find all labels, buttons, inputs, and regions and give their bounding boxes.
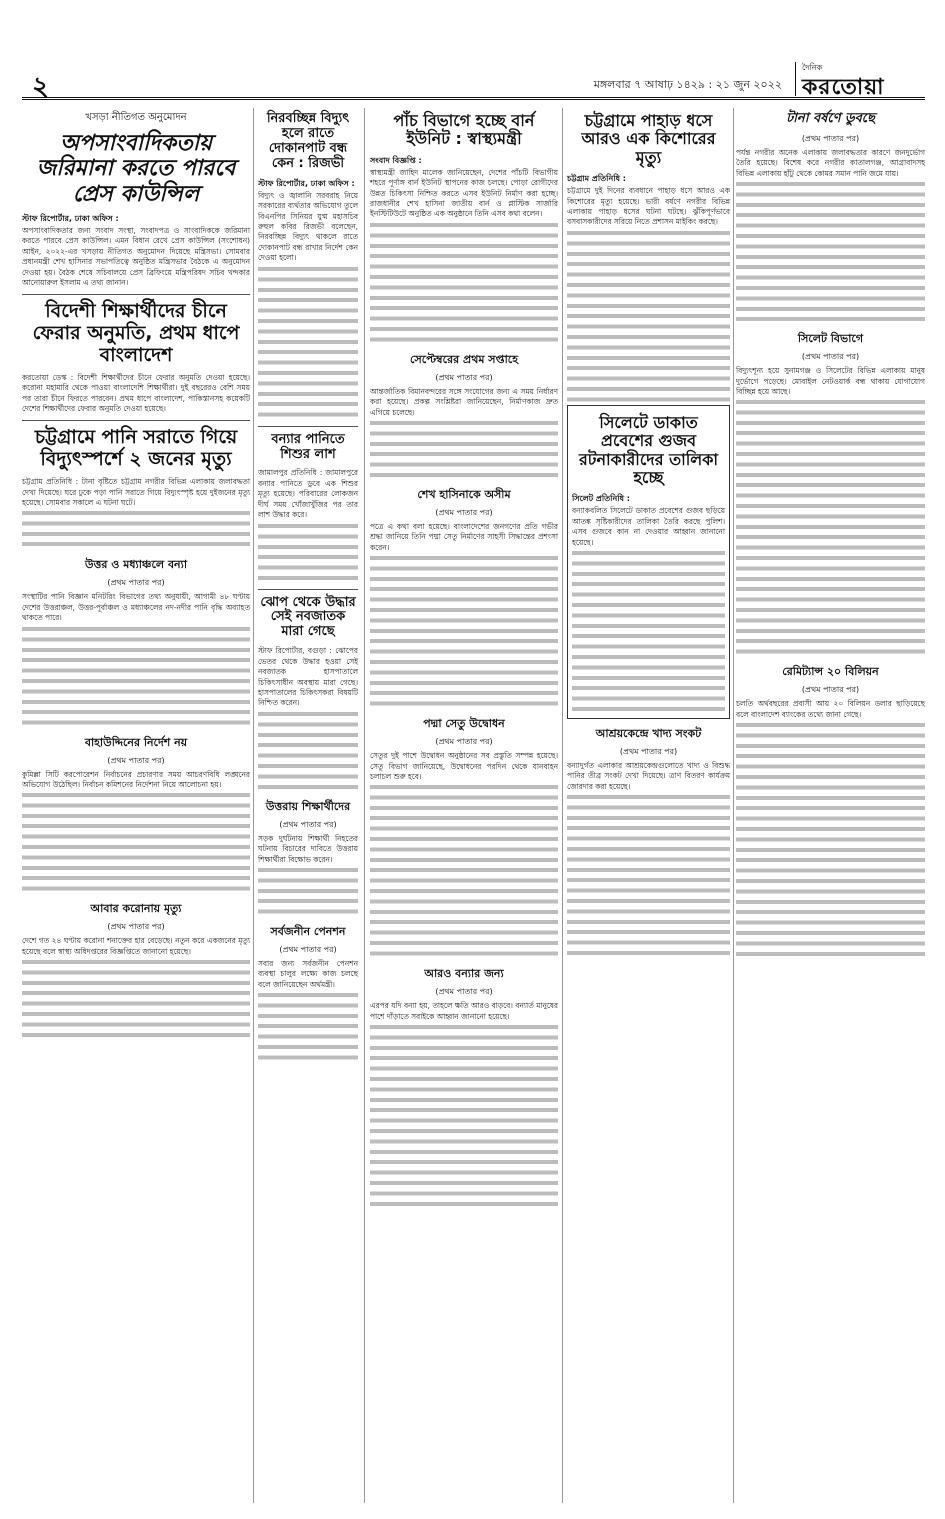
article-headline: বিদেশী শিক্ষার্থীদের চীনে ফেরার অনুমতি, প্রথম ধাপে বাংলাদেশ — [32, 300, 240, 367]
article-body-continued — [567, 228, 730, 405]
section-heading: সর্বজনীন পেনশন — [270, 924, 346, 938]
article-body: জামালপুর প্রতিনিধি : জামালপুরে বন্যার পানিতে ডুবে এক শিশুর মৃত্যু হয়েছে। পরিবারের লোকজন দীর্ঘ সময় খোঁজাখুঁজির পর তার লাশ উদ্ধার করে। — [258, 468, 358, 520]
article-body-continued — [258, 990, 358, 1063]
section-heading: পদ্মা সেতু উদ্বোধন — [423, 717, 505, 731]
article-body-continued — [22, 508, 250, 550]
continued-note: (প্রথম পাতার পর) — [107, 755, 165, 765]
continued-note: (প্রথম পাতার পর) — [801, 133, 860, 143]
column-divider — [253, 108, 254, 1503]
article-divider — [258, 426, 358, 427]
article-headline: চট্টগ্রামে পাহাড় ধসে আরও এক কিশোরের মৃত্যু — [581, 111, 716, 167]
section-heading: বাহাউদ্দিনের নির্দেশ নয় — [84, 735, 188, 749]
article-body-continued — [567, 792, 730, 958]
article-body-continued — [370, 1022, 558, 1209]
article-body-continued — [258, 521, 358, 583]
article-body-continued — [370, 553, 558, 709]
section-heading: আশ্রয়কেন্দ্রে খাদ্য সংকট — [595, 726, 702, 740]
article-body-continued — [736, 397, 925, 657]
article-body: সংস্থাটির পানি বিজ্ঞান মনিটরিং বিভাগের তথ্য অনুযায়ী, আগামী ৪৮ ঘণ্টায় দেশের উত্তরাঞ্চল, উত্তর-পূর্বাঞ্চল ও মধ্যাঞ্চলের নদ-নদীর পানি বৃদ্ধি অব্যাহত থাকতে পারে। — [22, 592, 250, 623]
continued-note: (প্রথম পাতার পর) — [435, 987, 493, 997]
logo-prefix: দৈনিক — [802, 63, 823, 72]
article-headline: বন্যার পানিতে শিশুর লাশ — [271, 431, 345, 462]
article-headline: চট্টগ্রামে পানি সরাতে গিয়ে বিদ্যুৎস্পর্শে ২ জনের মৃত্যু — [34, 426, 238, 471]
column-1 — [22, 108, 250, 1040]
section-heading: উত্তর ও মধ্যাঞ্চলে বন্যা — [84, 558, 188, 572]
article-body-continued — [736, 720, 925, 959]
article-byline: স্টাফ রিপোর্টার, ঢাকা অফিস : — [258, 178, 355, 188]
article-byline: সিলেট প্রতিনিধি : — [572, 494, 630, 504]
article-body-continued — [258, 865, 358, 917]
article-divider — [22, 420, 250, 421]
issue-date: মঙ্গলবার ৭ আষাঢ় ১৪২৯ : ২১ জুন ২০২২ — [593, 78, 782, 91]
logo-name: করতোয়া — [802, 74, 885, 100]
article-headline: নিরবচ্ছিন্ন বিদ্যুৎ হলে রাতে দোকানপাট বন্ধ কেন : রিজভী — [266, 111, 350, 171]
article-body-continued — [736, 179, 925, 324]
article-body: সবার জন্য সর্বজনীন পেনশন ব্যবস্থা চালুর লক্ষ্যে কাজ চলছে বলে জানিয়েছেন অর্থমন্ত্রী। — [258, 958, 358, 989]
article-headline: অপসাংবাদিকতায় জরিমানা করতে পারবে প্রেস কাউন্সিল — [36, 131, 236, 207]
continued-note: (প্রথম পাতার পর) — [107, 922, 165, 932]
boxed-article — [567, 405, 730, 719]
column-4 — [567, 108, 730, 958]
continued-note: (প্রথম পাতার পর) — [619, 746, 678, 756]
column-2 — [258, 108, 358, 1063]
column-5 — [736, 108, 925, 959]
article-byline: স্টাফ রিপোর্টার, ঢাকা অফিস : — [22, 213, 119, 223]
article-body: চট্টগ্রাম প্রতিনিধি : টানা বৃষ্টিতে চট্টগ্রাম নগরীর বিভিন্ন এলাকায় জলাবদ্ধতা দেখা দিয়েছে। ঘরে ঢুকে পড়া পানি সরাতে গিয়ে বিদ্যুৎস্পৃষ্ট হয়ে দুইজনের মৃত্যু হয়েছে। সোমবার সকালে এ ঘটনা ঘটে। — [22, 477, 250, 507]
section-heading: আবার করোনায় মৃত্যু — [90, 902, 182, 916]
section-heading: শেখ হাসিনাকে অসীম — [417, 488, 511, 502]
newspaper-logo — [795, 62, 925, 100]
article-body: এরপর যদি বন্যা হয়, তাহলে ক্ষতি আরও বাড়বে। বন্যার্ত মানুষের পাশে দাঁড়াতে সবাইকে আহ্বান জানানো হয়েছে। — [370, 1001, 558, 1021]
article-headline: টানা বর্ষণে ডুবছে — [786, 111, 875, 126]
article-body: স্টাফ রিপোর্টার, বগুড়া : ঝোপের ভেতর থেকে উদ্ধার হওয়া সেই নবজাতক হাসপাতালে চিকিৎসাধীন অবস্থায় মারা গেছে। হাসপাতালের চিকিৎসকরা বিষয়টি নিশ্চিত করেন। — [258, 646, 358, 708]
continued-note: (প্রথম পাতার পর) — [435, 508, 493, 518]
article-kicker: খসড়া নীতিগত অনুমোদন — [85, 112, 187, 123]
article-body: বিদ্যুৎ ও জ্বালানি সরবরাহ নিয়ে সরকারের ব্যর্থতার অভিযোগ তুলে বিএনপির সিনিয়র যুগ্ম মহাসচিব রুহুল কবির রিজভী বলেছেন, নিরবচ্ছিন্ন বিদ্যুৎ থাকলে রাতে দোকানপাট বন্ধ রাখার নির্দেশ কেন দেওয়া হলো। — [258, 190, 358, 263]
article-body: দেশে গত ২৪ ঘণ্টায় করোনা শনাক্তের হার বেড়েছে। নতুন করে একজনের মৃত্যু হয়েছে বলে স্বাস্থ্য অধিদপ্তরের বিজ্ঞপ্তিতে জানানো হয়েছে। — [22, 936, 250, 956]
article-headline: পাঁচ বিভাগে হচ্ছে বার্ন ইউনিট : স্বাস্থ্যমন্ত্রী — [393, 111, 535, 149]
article-body: বন্যাদুর্গত এলাকার আশ্রয়কেন্দ্রগুলোতে খাদ্য ও বিশুদ্ধ পানির তীব্র সংকট দেখা দিয়েছে। ত্রাণ বিতরণ কার্যক্রম জোরদার করা হয়েছে। — [567, 760, 730, 791]
article-body: পর্যন্ত নগরীর অনেক এলাকায় জলাবদ্ধতার কারণে জনদুর্ভোগ তৈরি হয়েছে। বিশেষ করে নগরীর কাতালগঞ্জ, আগ্রাবাদসহ বিভিন্ন এলাকায় হাঁটু থেকে কোমর সমান পানি জমে যায়। — [736, 147, 925, 178]
page-number: ২ — [32, 72, 49, 102]
continued-note: (প্রথম পাতার পর) — [279, 819, 337, 829]
section-heading: সেপ্টেম্বরের প্রথম সপ্তাহে — [410, 352, 518, 366]
article-body-continued — [22, 790, 250, 894]
article-body: করতোয়া ডেস্ক : বিদেশী শিক্ষার্থীদের চীনে ফেরার অনুমতি দেওয়া হয়েছে। করোনা মহামারি থেকে পাওয়া বাংলাদেশি শিক্ষার্থীরা। দুই বছরেরও বেশি সময় পর তারা চীনে ফিরতে পারবেন। প্রথম ধাপে বাংলাদেশ, পাকিস্তানসহ কয়েকটি দেশের শিক্ষার্থীদের ফেরার অনুমতি দেওয়া হয়েছে। — [22, 372, 250, 414]
column-divider — [733, 108, 734, 1503]
continued-note: (প্রথম পাতার পর) — [435, 737, 493, 747]
section-heading: রেমিট্যান্স ২০ বিলিয়ন — [782, 665, 879, 679]
article-body: চট্টগ্রামে দুই দিনের ব্যবধানে পাহাড় ধসে আরও এক কিশোরের মৃত্যু হয়েছে। ভারী বর্ষণে নগরীর বিভিন্ন এলাকায় পাহাড় ধসের ঘটনা ঘটছে। ঝুঁকিপূর্ণভাবে বসবাসকারীদের সরিয়ে নিতে প্রশাসন মাইকিং করছে। — [567, 186, 730, 227]
column-divider — [364, 108, 365, 1503]
continued-note: (প্রথম পাতার পর) — [107, 578, 165, 588]
article-body-continued — [370, 418, 558, 480]
continued-note: (প্রথম পাতার পর) — [801, 685, 860, 695]
section-heading: আরও বন্যার জন্য — [424, 967, 504, 981]
article-body-continued — [370, 782, 558, 959]
article-body: অপসাংবাদিকতার জন্য সংবাদ সংস্থা, সংবাদপত্র ও সাংবাদিককে জরিমানা করতে পারবে প্রেস কাউন্সিল। এমন বিধান রেখে প্রেস কাউন্সিল (সংশোধন) আইন, ২০২২-এর খসড়ায় নীতিগত অনুমোদন দিয়েছে মন্ত্রিসভা। সোমবার প্রধানমন্ত্রী শেখ হাসিনার সভাপতিত্বে অনুষ্ঠিত মন্ত্রিসভার বৈঠকে এ অনুমোদন দেওয়া হয়। বৈঠক শেষে সচিবালয়ে প্রেস ব্রিফিংয়ে মন্ত্রিপরিষদ সচিব খন্দকার আনোয়ারুল ইসলাম এ তথ্য জানান। — [22, 225, 250, 287]
continued-note: (প্রথম পাতার পর) — [801, 352, 860, 362]
article-body: স্বাস্থ্যমন্ত্রী জাহিদ মালেক জানিয়েছেন, দেশের পাঁচটি বিভাগীয় শহরে পূর্ণাঙ্গ বার্ন ইউনিট স্থাপনের কাজ চলছে। পোড়া রোগীদের উন্নত চিকিৎসা নিশ্চিত করতে এসব ইউনিট নির্মাণ করা হচ্ছে। রাজধানীর শেখ হাসিনা জাতীয় বার্ন ও প্লাস্টিক সার্জারি ইনস্টিটিউটে অনুষ্ঠিত এক অনুষ্ঠানে তিনি এসব কথা বলেন। — [370, 167, 558, 219]
article-body: সেতুর দুই পাশে উদ্বোধন অনুষ্ঠানের সব প্রস্তুতি সম্পন্ন হয়েছে। সেতু বিভাগ জানিয়েছে, উদ্বোধনের পরদিন থেকে যানবাহন চলাচল শুরু হবে। — [370, 751, 558, 782]
article-body-continued — [572, 548, 725, 714]
column-3 — [370, 108, 558, 1209]
article-byline: সংবাদ বিজ্ঞপ্তি : — [370, 155, 422, 165]
article-body: আন্তর্জাতিক বিমানবন্দরের সঙ্গে সংযোগের জন্য এ সময় নির্ধারণ করা হয়েছে। প্রকল্প সংশ্লিষ্টরা জানিয়েছেন, নির্মাণকাজ দ্রুত এগিয়ে চলেছে। — [370, 386, 558, 417]
article-body: পত্রে এ কথা বলা হয়েছে। বাংলাদেশের জনগণের প্রতি গভীর শ্রদ্ধা জানিয়ে তিনি পদ্মা সেতু নির্মাণের সাহসী সিদ্ধান্তের প্রশংসা করেন। — [370, 522, 558, 552]
article-body-continued — [22, 624, 250, 728]
continued-note: (প্রথম পাতার পর) — [435, 372, 493, 382]
article-byline: চট্টগ্রাম প্রতিনিধি : — [567, 174, 626, 184]
article-divider — [258, 589, 358, 590]
article-body: কুমিল্লা সিটি করপোরেশন নির্বাচনের প্রচারণার সময় আচরণবিধি লঙ্ঘনের অভিযোগ উঠেছিল। নির্বাচন কমিশনের নির্দেশনা নিয়ে আলোচনা হয়। — [22, 769, 250, 790]
article-body: সড়ক দুর্ঘটনায় শিক্ষার্থী নিহতের ঘটনায় বিচারের দাবিতে উত্তরায় শিক্ষার্থীরা বিক্ষোভ করেন। — [258, 833, 358, 864]
article-divider — [22, 294, 250, 295]
continued-note: (প্রথম পাতার পর) — [279, 944, 337, 954]
masthead — [22, 60, 925, 100]
article-headline: সিলেটে ডাকাত প্রবেশের গুজব রটনাকারীদের তালিকা হচ্ছে — [578, 412, 719, 487]
article-body: বিদ্যুৎশূন্য হয়ে সুনামগঞ্জ ও সিলেটের বিভিন্ন এলাকায় মানুষ দুর্ভোগে পড়েছে। মোবাইল নেটওয়ার্ক বন্ধ থাকায় যোগাযোগ বিচ্ছিন্ন হয়ে আছে। — [736, 366, 925, 396]
article-body-continued — [258, 709, 358, 792]
section-heading: সিলেট বিভাগে — [797, 332, 864, 346]
section-heading: উত্তরায় শিক্ষার্থীদের — [265, 799, 351, 813]
article-body-continued — [22, 957, 250, 1040]
article-headline: ঝোপ থেকে উদ্ধার সেই নবজাতক মারা গেছে — [260, 594, 356, 640]
article-body-continued — [258, 264, 358, 420]
article-body-continued — [370, 220, 558, 345]
article-body: চলতি অর্থবছরের প্রবাসী আয় ২০ বিলিয়ন ডলার ছাড়িয়েছে বলে বাংলাদেশ ব্যাংকের তথ্যে জানা গেছে। — [736, 699, 925, 719]
article-body: বন্যাকবলিত সিলেটে ডাকাত প্রবেশের গুজব ছড়িয়ে আতঙ্ক সৃষ্টিকারীদের তালিকা তৈরি করছে পুলিশ। এসব গুজবে কান না দেওয়ার আহ্বান জানানো হয়েছে। — [572, 506, 725, 547]
column-divider — [562, 108, 563, 1503]
